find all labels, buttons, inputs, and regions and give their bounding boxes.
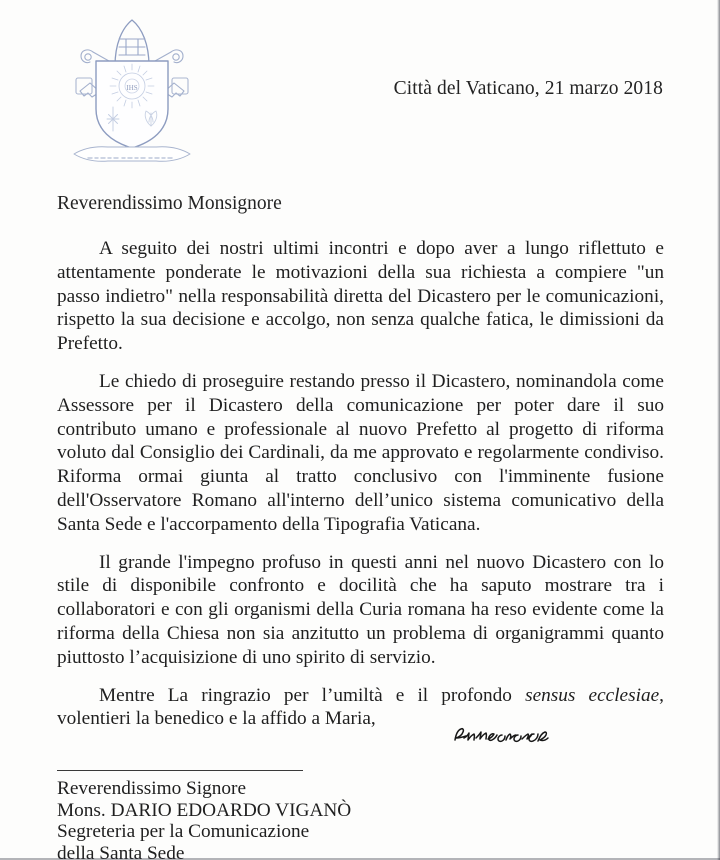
paragraph-3: Il grande l'impegno profuso in questi anni nel nuovo Dicastero con lo stile di disponibile confronto e docilità che ha saputo mostrare tra i collaboratori e con gli organismi della Curia romana ha reso evidente come la riforma della Chiesa non sia anzitutto un problema di organigrammi quanto piuttosto l’acquisizione di uno spirito di servizio. xyxy=(57,551,664,668)
paragraph-4-suffix: , volentieri la benedico e la affido a Maria, xyxy=(57,684,664,730)
addressee-line-2: Mons. DARIO EDOARDO VIGANÒ xyxy=(57,799,352,821)
paragraph-1: A seguito dei nostri ultimi incontri e dopo aver a lungo riflettuto e attentamente ponderate le motivazioni della sua richiesta a compiere "un passo indietro" nella responsabilità diretta del Dicastero per le comunicazioni, rispetto la sua decisione e accolgo, non senza qualche fatica, le dimissioni da Prefetto. xyxy=(57,238,664,355)
paragraph-4-prefix: Mentre La ringrazio per l’umiltà e il profondo xyxy=(99,684,526,706)
addressee-line-4: della Santa Sede xyxy=(57,842,185,860)
addressee-line-3: Segreteria per la Comunicazione xyxy=(57,821,310,843)
latin-phrase: sensus ecclesiae xyxy=(525,684,660,706)
svg-text:IHS: IHS xyxy=(126,84,138,92)
addressee-divider xyxy=(57,770,303,771)
letter-body xyxy=(57,237,664,731)
paragraph-2: Le chiedo di proseguire restando presso il Dicastero, nominandola come Assessore per il Dicastero della comunicazione per poter dare il suo contributo umano e professionale al nuovo Prefetto al progetto di riforma voluto dal Consiglio dei Cardinali, da me approvato e regolarmente condiviso. Riforma ormai giunta al tratto conclusivo con l'imminente fusione dell'Osservatore Romano all'interno dell’unico sistema comunicativo della Santa Sede e l'accorpamento della Tipografia Vaticana. xyxy=(57,370,664,535)
addressee-block xyxy=(57,778,487,860)
signature-francesco xyxy=(452,722,582,748)
addressee-line-1: Reverendissimo Signore xyxy=(57,778,247,799)
motto-banner-icon xyxy=(74,147,190,161)
dateline: Città del Vaticano, 21 marzo 2018 xyxy=(393,78,663,99)
shield-icon xyxy=(96,61,168,148)
salutation: Reverendissimo Monsignore xyxy=(57,193,282,214)
